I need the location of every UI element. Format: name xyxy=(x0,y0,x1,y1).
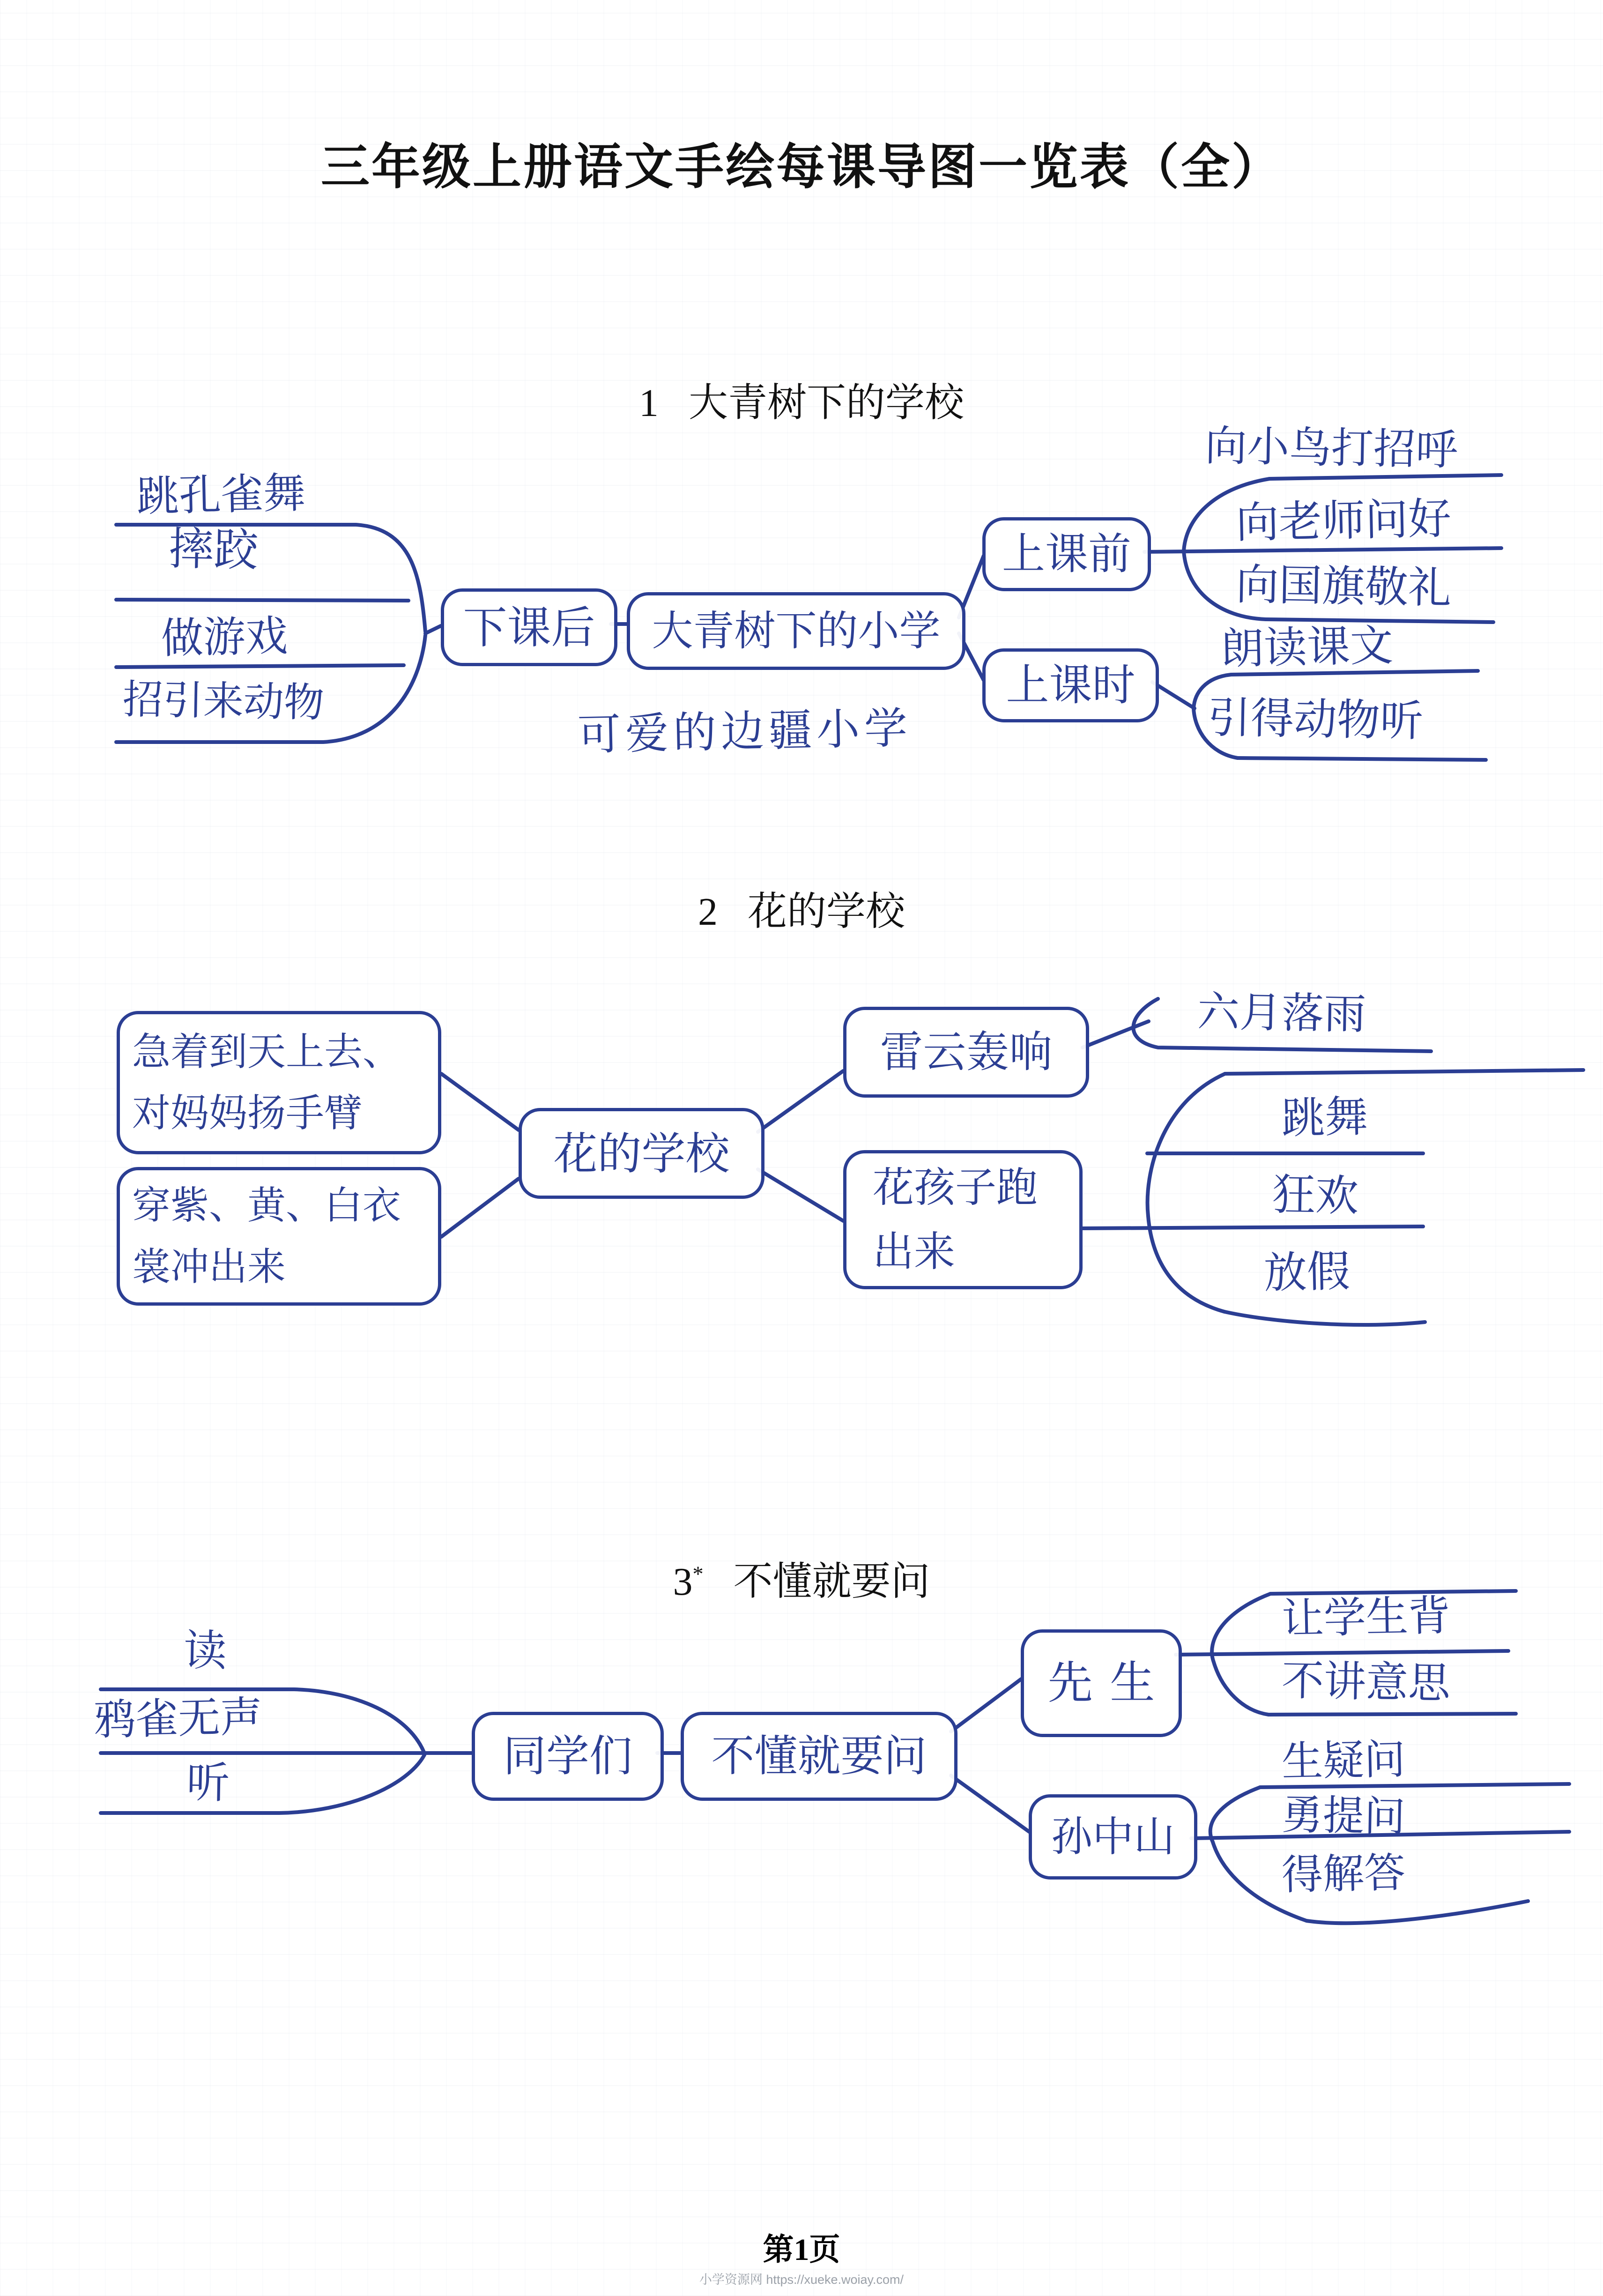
root-caption: 可爱的边疆小学 xyxy=(577,704,913,759)
branch-item: 引得动物听 xyxy=(1207,693,1424,746)
brace-line xyxy=(1225,1070,1583,1074)
node-left-box-2: 穿紫、黄、白衣裳冲出来 xyxy=(117,1167,441,1306)
node-in-class: 上课时 xyxy=(982,648,1159,722)
node-root-lesson1: 大青树下的小学 xyxy=(627,592,965,670)
brace-line xyxy=(1144,548,1501,552)
connector xyxy=(951,1776,1029,1832)
watermark: 小学资源网 https://xueke.woiay.com/ xyxy=(699,2273,904,2287)
node-root-lesson2: 花的学校 xyxy=(519,1108,764,1199)
node-after-class: 下课后 xyxy=(441,588,617,666)
lesson-title: 不懂就要问 xyxy=(733,1560,930,1604)
branch-item: 读 xyxy=(183,1627,227,1675)
connector xyxy=(758,1169,843,1221)
brace-arc xyxy=(1148,1074,1225,1312)
branch-item: 朗读课文 xyxy=(1220,622,1394,673)
brace-line xyxy=(1225,1312,1425,1325)
branch-item: 鸦雀无声 xyxy=(93,1694,263,1744)
lesson-2-heading xyxy=(0,880,1603,936)
branch-item: 狂欢 xyxy=(1272,1171,1359,1220)
brace-line xyxy=(1238,758,1486,760)
branch-item: 向国旗敬礼 xyxy=(1235,560,1452,613)
page-title: 三年级上册语文手绘每课导图一览表（全） xyxy=(320,140,1282,194)
connector xyxy=(758,1071,843,1132)
brace-line xyxy=(116,665,404,667)
branch-item: 跳舞 xyxy=(1281,1093,1369,1143)
page-number: 第1页 xyxy=(763,2233,840,2267)
branch-item: 让学生背 xyxy=(1281,1592,1451,1643)
brace-line xyxy=(1269,1714,1516,1715)
lesson-1-heading xyxy=(0,371,1603,428)
branch-item: 摔跤 xyxy=(168,524,259,576)
connector xyxy=(425,626,441,633)
node-root-lesson3: 不懂就要问 xyxy=(681,1712,957,1801)
lesson-title: 大青树下的学校 xyxy=(688,381,964,425)
connector xyxy=(951,1679,1021,1731)
brace-line xyxy=(1083,1226,1423,1228)
branch-item: 放假 xyxy=(1263,1248,1351,1297)
branch-item: 听 xyxy=(186,1759,230,1807)
lesson-number: 3* xyxy=(673,1560,704,1604)
lesson-number: 2 xyxy=(698,890,718,934)
branch-item: 做游戏 xyxy=(160,613,289,662)
branch-item: 勇提问 xyxy=(1281,1791,1406,1840)
node-sun-yat-sen: 孙中山 xyxy=(1029,1794,1197,1880)
brace-line xyxy=(1306,1901,1528,1923)
brace-line xyxy=(1176,1651,1508,1655)
brace-line xyxy=(1260,1784,1569,1787)
branch-item: 生疑问 xyxy=(1281,1736,1406,1785)
lesson-title: 花的学校 xyxy=(747,890,905,934)
lesson-number: 1 xyxy=(638,381,659,425)
node-teacher: 先生 xyxy=(1021,1629,1182,1737)
node-thunder: 雷云轰响 xyxy=(843,1007,1089,1098)
brace-line xyxy=(101,1755,424,1813)
node-before-class: 上课前 xyxy=(982,517,1151,591)
branch-item: 六月落雨 xyxy=(1197,988,1366,1039)
branch-item: 得解答 xyxy=(1281,1849,1406,1898)
node-flower-children: 花孩子跑出来 xyxy=(843,1150,1083,1289)
node-left-box-1: 急着到天上去、对妈妈扬手臂 xyxy=(117,1011,441,1154)
brace-line xyxy=(116,600,408,601)
branch-item: 招引来动物 xyxy=(122,677,325,726)
connector xyxy=(1083,1021,1149,1048)
branch-item: 向小鸟打招呼 xyxy=(1204,423,1458,474)
brace-line xyxy=(1269,475,1501,479)
node-classmates: 同学们 xyxy=(472,1712,664,1801)
connector xyxy=(441,1074,519,1130)
connector xyxy=(441,1179,519,1237)
branch-item: 跳孔雀舞 xyxy=(136,470,306,520)
branch-item: 向老师问好 xyxy=(1235,495,1452,547)
branch-item: 不讲意思 xyxy=(1281,1657,1451,1708)
